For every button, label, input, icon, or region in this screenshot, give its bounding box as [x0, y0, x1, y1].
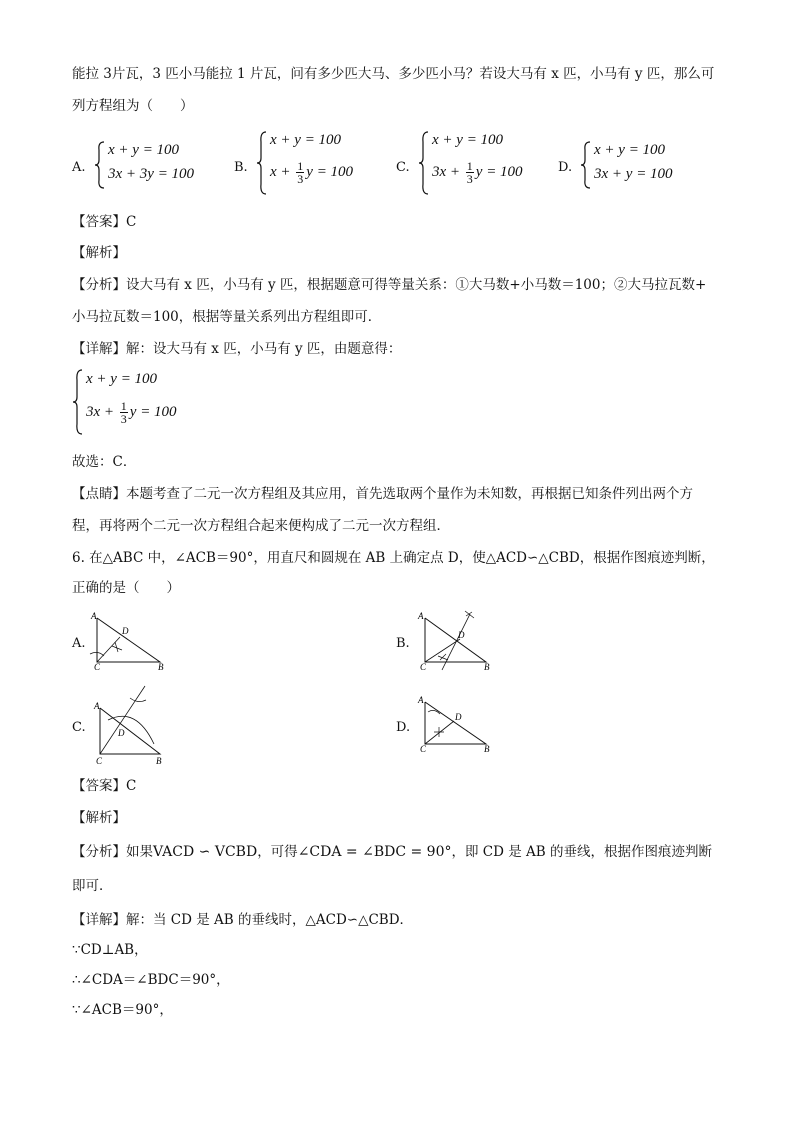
solution-fraction — [120, 400, 128, 425]
q6-stem-line-2: 正确的是（ ） — [72, 580, 180, 596]
q6-c-point-d: D — [118, 728, 125, 738]
q6-a-point-b: B — [158, 662, 164, 672]
q6-option-a-label: A. — [72, 636, 86, 651]
q6-d-point-b: B — [484, 744, 490, 754]
q5-detail: 【详解】解：设大马有 x 匹，小马有 y 匹，由题意得： — [72, 341, 402, 357]
q6-analysis-post: ，即 CD 是 AB 的垂线，根据作图痕迹判断 — [451, 844, 712, 860]
q6-d-point-a: A — [418, 695, 424, 705]
q5-choose: 故选：C． — [72, 454, 137, 470]
q6-a-point-c: C — [94, 662, 101, 672]
q5-solution-system — [72, 368, 202, 436]
q6-option-b-label: B. — [396, 636, 410, 651]
option-a-label: A. — [72, 160, 86, 175]
solution-eq2 — [86, 400, 177, 425]
q6-analysis-angles: ∠CDA = ∠BDC = 90° — [297, 844, 452, 860]
q5-analysis-line-1: 【分析】设大马有 x 匹，小马有 y 匹，根据题意可得等量关系：①大马数+小马数＝100；②大马拉瓦数+ — [72, 277, 707, 293]
q6-b-point-b: B — [484, 662, 490, 672]
option-c-eq1: x + y = 100 — [432, 132, 504, 148]
option-b-eq2 — [270, 160, 353, 185]
q6-step-1: ∵CD⊥AB， — [72, 942, 148, 958]
q6-option-d-label: D. — [396, 720, 411, 735]
q6-stem-line-1: 6. 在△ABC 中，∠ACB＝90°，用直尺和圆规在 AB 上确定点 D，使△ACD∽△CBD，根据作图痕迹判断， — [72, 550, 715, 566]
solution-numerator: 1 — [120, 399, 127, 413]
q6-analysis-mid: ，可得 — [257, 844, 298, 860]
q6-figure-c — [90, 684, 172, 768]
q6-analysis-line-1 — [72, 842, 712, 862]
q6-step-2: ∴∠CDA＝∠BDC＝90°， — [72, 972, 230, 988]
brace-icon — [256, 130, 268, 196]
brace-icon — [72, 368, 84, 436]
q6-d-point-c: C — [420, 744, 427, 754]
option-d-eq1: x + y = 100 — [594, 142, 666, 158]
q6-analysis-line-2: 即可． — [72, 878, 113, 894]
option-b-numerator: 1 — [297, 159, 304, 173]
q6-analysis-head: 【解析】 — [72, 810, 126, 826]
q5-answer: 【答案】C — [72, 214, 137, 230]
brace-icon — [580, 140, 592, 190]
q6-b-point-a: A — [418, 611, 424, 621]
q6-analysis-pre: 【分析】如果 — [72, 844, 153, 860]
option-b-fraction — [296, 160, 304, 185]
q6-figure-a — [88, 610, 168, 672]
q6-analysis-similarity: VACD ∽ VCBD — [153, 844, 258, 860]
q6-option-c-label: C. — [72, 720, 86, 735]
solution-eq2-pre: 3x + — [86, 403, 118, 420]
option-c-system — [418, 130, 538, 196]
solution-eq1: x + y = 100 — [86, 371, 158, 387]
option-b-label: B. — [234, 160, 248, 175]
option-d-label: D. — [558, 160, 573, 175]
q6-detail: 【详解】解：当 CD 是 AB 的垂线时，△ACD∽△CBD． — [72, 912, 414, 928]
option-c-eq2-pre: 3x + — [432, 163, 464, 180]
q5-comment-line-2: 程，再将两个二元一次方程组合起来便构成了二元一次方程组． — [72, 518, 450, 534]
q6-figure-d — [414, 694, 496, 758]
option-c-denominator: 3 — [466, 172, 473, 186]
q6-figure-b — [414, 608, 496, 672]
q6-a-point-a: A — [91, 611, 97, 621]
option-b-eq1: x + y = 100 — [270, 132, 342, 148]
q6-c-point-b: B — [156, 756, 162, 766]
q5-comment-line-1: 【点睛】本题考查了二元一次方程组及其应用，首先选取两个量作为未知数，再根据已知条件列出两个方 — [72, 486, 693, 502]
option-a-eq1: x + y = 100 — [108, 142, 180, 158]
q6-step-3: ∵∠ACB＝90°， — [72, 1002, 173, 1018]
option-b-system — [256, 130, 376, 196]
q6-c-point-c: C — [96, 756, 103, 766]
q6-a-point-d: D — [122, 626, 129, 636]
option-c-eq2 — [432, 160, 523, 185]
q6-d-point-d: D — [455, 712, 462, 722]
option-c-eq2-post: y = 100 — [475, 163, 523, 180]
solution-eq2-post: y = 100 — [129, 403, 177, 420]
option-d-system — [580, 140, 690, 190]
intro-line-2: 列方程组为（ ） — [72, 98, 194, 114]
option-b-eq2-pre: x + — [270, 163, 295, 180]
intro-line-1: 能拉 3片瓦，3 匹小马能拉 1 片瓦，问有多少匹大马、多少匹小马？若设大马有 x 匹，小马有 y 匹，那么可 — [72, 66, 715, 82]
q6-b-point-c: C — [420, 662, 427, 672]
q6-c-point-a: A — [94, 701, 100, 711]
q5-analysis-line-2: 小马拉瓦数＝100，根据等量关系列出方程组即可． — [72, 309, 382, 325]
q6-b-point-d: D — [458, 630, 465, 640]
option-c-label: C. — [396, 160, 410, 175]
option-b-denominator: 3 — [297, 172, 304, 186]
q5-analysis-head: 【解析】 — [72, 245, 126, 261]
option-c-fraction — [466, 160, 474, 185]
q6-answer: 【答案】C — [72, 778, 137, 794]
option-d-eq2: 3x + y = 100 — [594, 166, 673, 182]
option-a-system — [94, 140, 204, 190]
option-c-numerator: 1 — [466, 159, 473, 173]
brace-icon — [94, 140, 106, 190]
option-b-eq2-post: y = 100 — [306, 163, 354, 180]
option-a-eq2: 3x + 3y = 100 — [108, 166, 195, 182]
brace-icon — [418, 130, 430, 196]
solution-denominator: 3 — [120, 412, 127, 426]
